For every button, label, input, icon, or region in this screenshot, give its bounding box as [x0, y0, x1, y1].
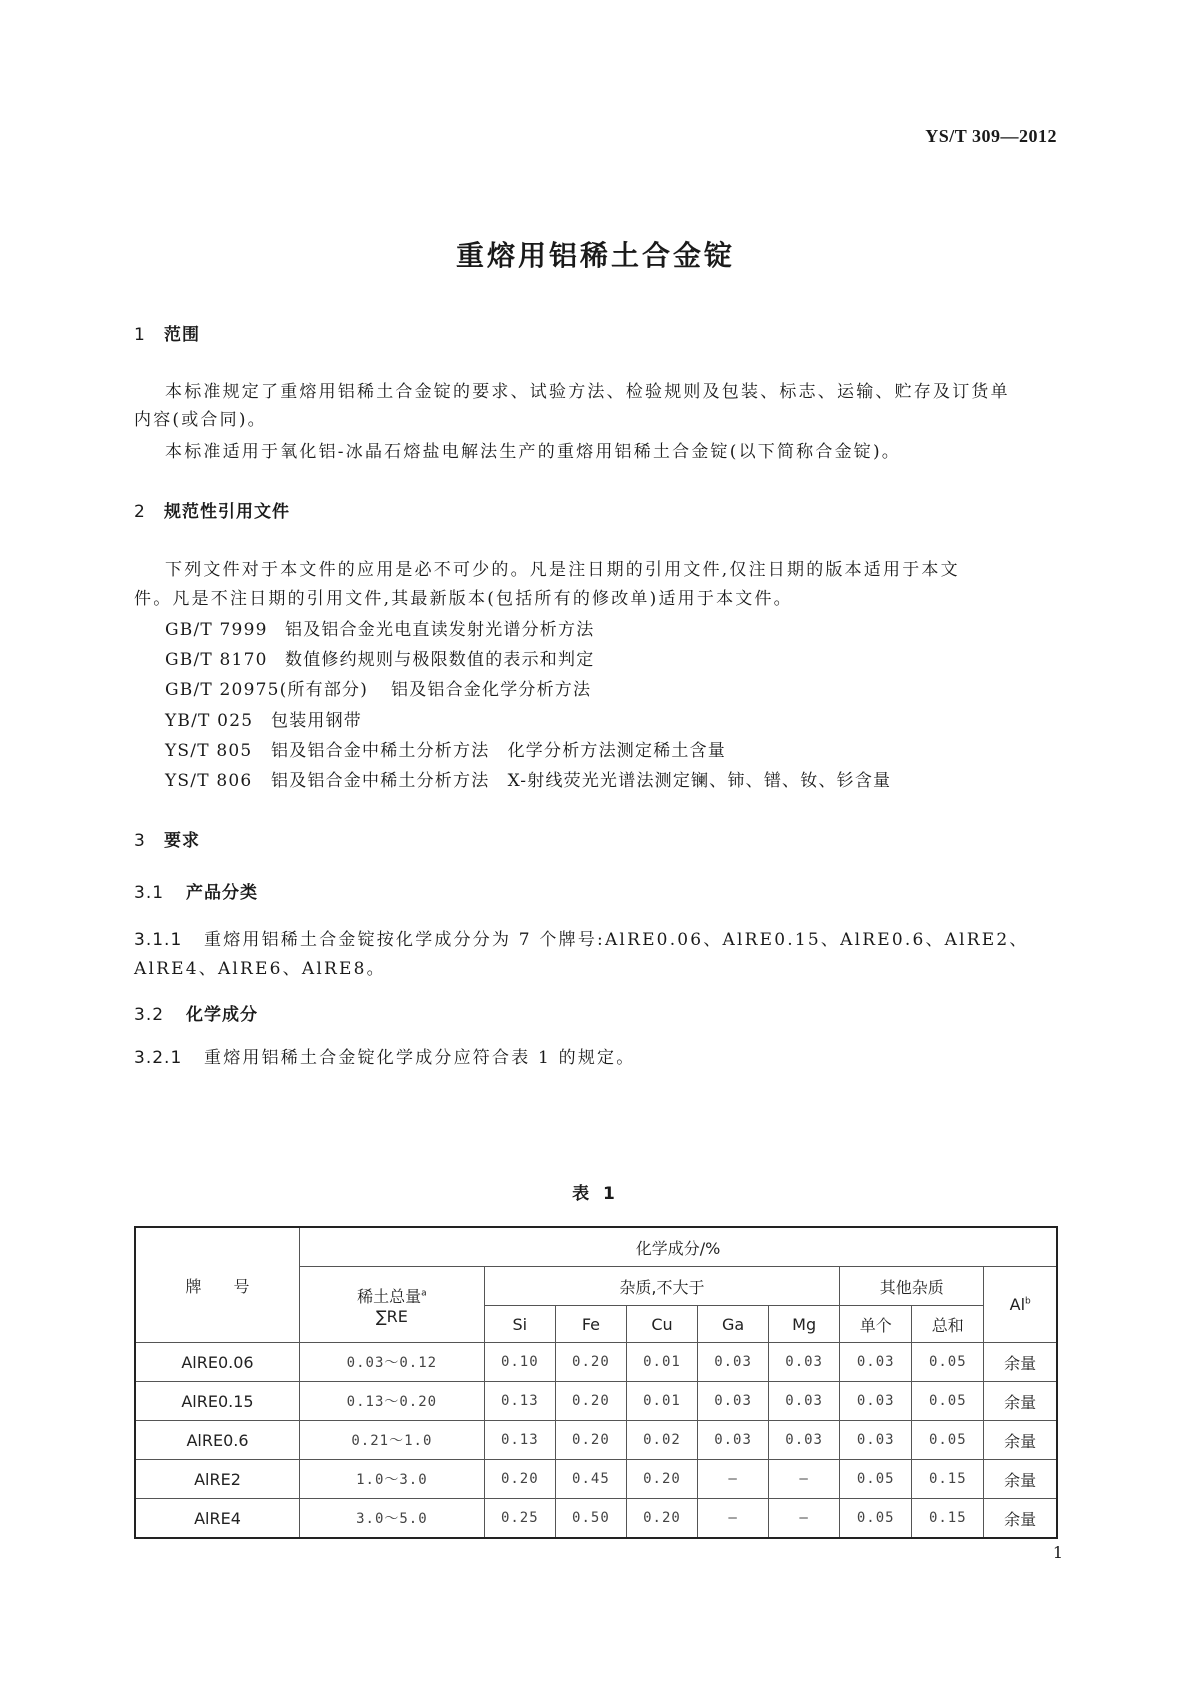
reference-code: YS/T 805 [165, 741, 253, 761]
header-si: Si [484, 1306, 555, 1343]
section-number: 3.1 [134, 883, 165, 903]
table-caption: 表 1 [572, 1184, 619, 1204]
cell-si: 0.10 [484, 1343, 555, 1382]
cell-single: 0.03 [840, 1343, 912, 1382]
reference-title: 包装用钢带 [271, 711, 362, 731]
cell-grade: AlRE4 [135, 1499, 299, 1539]
reference-item [165, 615, 594, 640]
section-number: 2 [134, 502, 146, 522]
reference-title: 数值修约规则与极限数值的表示和判定 [285, 650, 595, 670]
reference-item [165, 736, 726, 761]
header-composition: 化学成分/% [299, 1227, 1057, 1267]
section-number: 3.1.1 [134, 930, 183, 950]
section-number: 3.2 [134, 1005, 165, 1025]
al-label: Al [1009, 1295, 1026, 1314]
reference-code: YS/T 806 [165, 771, 253, 791]
cell-single: 0.03 [840, 1382, 912, 1421]
section-1-heading [134, 320, 200, 345]
cell-al: 余量 [984, 1499, 1057, 1539]
section-2-paragraph-line-1: 下列文件对于本文件的应用是必不可少的。凡是注日期的引用文件,仅注日期的版本适用于本文 [165, 560, 960, 580]
section-title: 要求 [164, 831, 200, 851]
cell-cu: 0.01 [626, 1382, 697, 1421]
cell-total: 0.15 [912, 1499, 984, 1539]
reference-item [165, 645, 594, 670]
cell-cu: 0.20 [626, 1460, 697, 1499]
header-ga: Ga [698, 1306, 769, 1343]
section-3-1-heading [134, 878, 258, 903]
section-3-1-1-line-1 [134, 925, 1029, 950]
cell-ga: — [698, 1499, 769, 1539]
chemical-composition-table [134, 1226, 1058, 1539]
reference-title: 铝及铝合金光电直读发射光谱分析方法 [285, 620, 595, 640]
cell-mg: 0.03 [769, 1343, 840, 1382]
cell-si: 0.13 [484, 1382, 555, 1421]
header-fe: Fe [555, 1306, 626, 1343]
cell-cu: 0.02 [626, 1421, 697, 1460]
reference-title: 铝及铝合金中稀土分析方法 X-射线荧光光谱法测定镧、铈、镨、钕、钐含量 [271, 771, 892, 791]
footnote-marker: a [421, 1288, 427, 1299]
cell-grade: AlRE0.15 [135, 1382, 299, 1421]
section-1-paragraph-2: 本标准适用于氧化铝-冰晶石熔盐电解法生产的重熔用铝稀土合金锭(以下简称合金锭)。 [165, 442, 902, 462]
reference-title: 铝及铝合金中稀土分析方法 化学分析方法测定稀土含量 [271, 741, 726, 761]
clause-text: 重熔用铝稀土合金锭按化学成分分为 7 个牌号:AlRE0.06、AlRE0.15、AlRE0.6、AlRE2、 [204, 930, 1029, 950]
clause-text: 重熔用铝稀土合金锭化学成分应符合表 1 的规定。 [204, 1048, 636, 1068]
section-3-heading [134, 826, 200, 851]
reference-item [165, 706, 362, 731]
reference-code: GB/T 7999 [165, 620, 268, 640]
reference-code: GB/T 8170 [165, 650, 268, 670]
cell-re: 0.03～0.12 [299, 1343, 484, 1382]
cell-cu: 0.20 [626, 1499, 697, 1539]
cell-mg: — [769, 1460, 840, 1499]
footnote-marker: b [1025, 1296, 1031, 1307]
cell-fe: 0.20 [555, 1421, 626, 1460]
header-single: 单个 [840, 1306, 912, 1343]
cell-ga: — [698, 1460, 769, 1499]
table-row [135, 1460, 1057, 1499]
cell-si: 0.25 [484, 1499, 555, 1539]
cell-mg: — [769, 1499, 840, 1539]
reference-code: GB/T 20975(所有部分) [165, 680, 369, 700]
table-row [135, 1421, 1057, 1460]
section-1-paragraph-1-line-2: 内容(或合同)。 [134, 410, 267, 430]
table-row [135, 1499, 1057, 1539]
cell-cu: 0.01 [626, 1343, 697, 1382]
reference-title: 铝及铝合金化学分析方法 [391, 680, 592, 700]
cell-fe: 0.20 [555, 1343, 626, 1382]
document-title: 重熔用铝稀土合金锭 [455, 239, 735, 272]
table-row [135, 1382, 1057, 1421]
cell-fe: 0.20 [555, 1382, 626, 1421]
cell-mg: 0.03 [769, 1382, 840, 1421]
section-title: 产品分类 [186, 883, 258, 903]
cell-re: 0.21～1.0 [299, 1421, 484, 1460]
header-total: 总和 [912, 1306, 984, 1343]
header-cu: Cu [626, 1306, 697, 1343]
table-row [135, 1343, 1057, 1382]
cell-al: 余量 [984, 1382, 1057, 1421]
header-re-total [299, 1267, 484, 1343]
section-3-2-heading [134, 1000, 258, 1025]
header-mg: Mg [769, 1306, 840, 1343]
standard-number: YS/T 309—2012 [925, 126, 1057, 146]
section-2-paragraph-line-2: 件。凡是不注日期的引用文件,其最新版本(包括所有的修改单)适用于本文件。 [134, 589, 793, 609]
cell-single: 0.03 [840, 1421, 912, 1460]
cell-grade: AlRE0.06 [135, 1343, 299, 1382]
cell-ga: 0.03 [698, 1343, 769, 1382]
cell-re: 1.0～3.0 [299, 1460, 484, 1499]
re-symbol: ∑RE [375, 1306, 408, 1326]
cell-single: 0.05 [840, 1460, 912, 1499]
cell-al: 余量 [984, 1460, 1057, 1499]
cell-total: 0.05 [912, 1343, 984, 1382]
section-3-2-1 [134, 1043, 635, 1068]
section-title: 化学成分 [186, 1005, 258, 1025]
cell-total: 0.05 [912, 1382, 984, 1421]
cell-single: 0.05 [840, 1499, 912, 1539]
section-number: 3.2.1 [134, 1048, 183, 1068]
reference-item [165, 766, 891, 791]
header-grade: 牌 号 [135, 1227, 299, 1343]
cell-total: 0.15 [912, 1460, 984, 1499]
cell-al: 余量 [984, 1343, 1057, 1382]
cell-grade: AlRE0.6 [135, 1421, 299, 1460]
header-impurities: 杂质,不大于 [484, 1267, 839, 1306]
section-title: 范围 [164, 325, 200, 345]
header-other-impurities: 其他杂质 [840, 1267, 984, 1306]
cell-fe: 0.50 [555, 1499, 626, 1539]
reference-item [165, 675, 591, 700]
section-2-heading [134, 497, 290, 522]
page-number: 1 [1052, 1543, 1063, 1562]
cell-si: 0.13 [484, 1421, 555, 1460]
cell-grade: AlRE2 [135, 1460, 299, 1499]
cell-re: 3.0～5.0 [299, 1499, 484, 1539]
header-al [984, 1267, 1057, 1343]
section-title: 规范性引用文件 [164, 502, 290, 522]
cell-al: 余量 [984, 1421, 1057, 1460]
cell-mg: 0.03 [769, 1421, 840, 1460]
re-total-label: 稀土总量 [357, 1286, 422, 1306]
section-number: 1 [134, 325, 146, 345]
section-number: 3 [134, 831, 146, 851]
cell-fe: 0.45 [555, 1460, 626, 1499]
section-1-paragraph-1-line-1: 本标准规定了重熔用铝稀土合金锭的要求、试验方法、检验规则及包装、标志、运输、贮存及订货单 [165, 382, 1010, 402]
section-3-1-1-line-2: AlRE4、AlRE6、AlRE8。 [134, 959, 386, 979]
cell-re: 0.13～0.20 [299, 1382, 484, 1421]
cell-ga: 0.03 [698, 1421, 769, 1460]
cell-ga: 0.03 [698, 1382, 769, 1421]
cell-si: 0.20 [484, 1460, 555, 1499]
reference-code: YB/T 025 [165, 711, 254, 731]
cell-total: 0.05 [912, 1421, 984, 1460]
